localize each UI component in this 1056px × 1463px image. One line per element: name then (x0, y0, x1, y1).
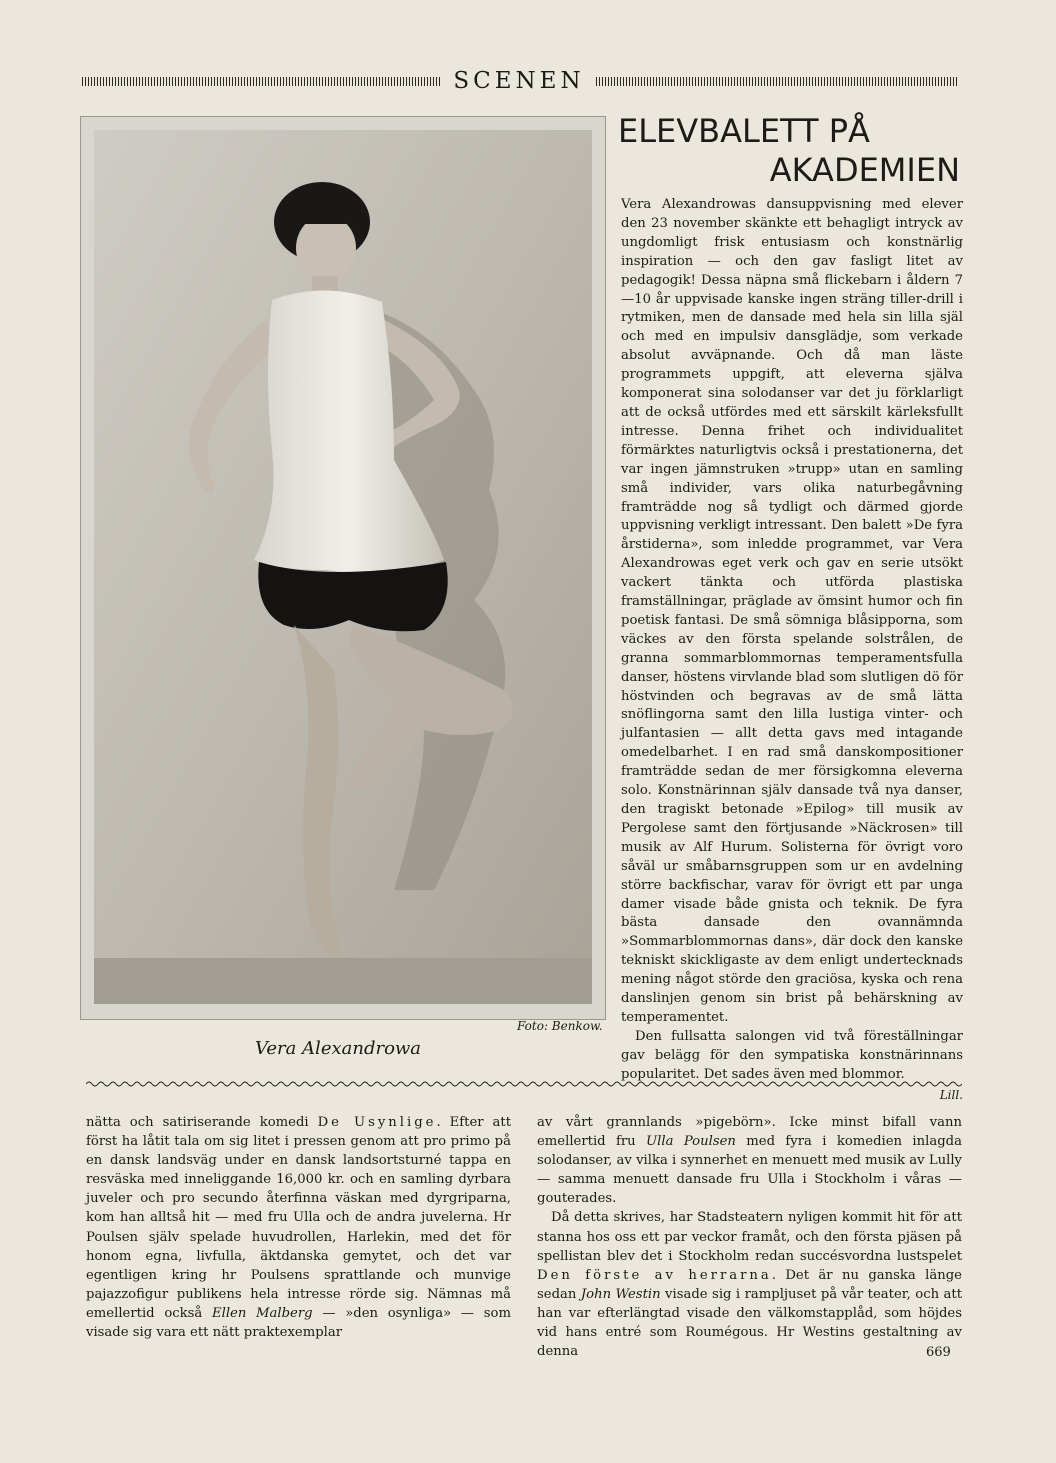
article-body (621, 196, 963, 1105)
lower-left-column (86, 1113, 511, 1342)
lower-right-paragraph-1 (537, 1113, 962, 1208)
left-text-pre: nätta och satiriserande komedi (86, 1115, 309, 1130)
left-text-end: — »den osynliga» — som visade sig vara ett nätt praktexemplar (86, 1305, 511, 1341)
page-number: 669 (926, 1345, 951, 1360)
right-p1-text-b: med fyra i komedien inlagda solodanser, av vilka i synnerhet en menuett med musik av Lully — samma menuett dansade fru Ulla i Stockholm i våras — gouterades. (537, 1134, 962, 1207)
name-john-westin: John Westin (580, 1286, 661, 1302)
right-p1-text-a: av vårt grannlands »pigebörn». Icke minst bifall vann emellertid fru (537, 1115, 962, 1150)
title-line-2: AKADEMIEN (769, 151, 960, 189)
header-rule-right (596, 77, 958, 86)
header-rule-left (82, 77, 442, 86)
article-signature: Lill. (939, 1087, 963, 1102)
name-ulla-poulsen: Ulla Poulsen (646, 1134, 736, 1150)
lower-right-column (537, 1113, 962, 1361)
right-p2-text-b: . Det är nu ganska länge sedan (537, 1267, 962, 1302)
section-header: SCENEN (453, 68, 585, 94)
play-title-de-usynlige: De Usynlige (317, 1115, 437, 1130)
wave-divider (86, 1078, 962, 1090)
title-line-1: ELEVBALETT PÅ (618, 112, 870, 150)
lower-right-paragraph-2 (537, 1208, 962, 1361)
article-paragraph-1: Vera Alexandrowas dansuppvisning med elever den 23 november skänkte ett behagligt intryck av ungdomligt frisk entusiasm och konstnärlig inspiration — och den gav fasligt litet av pedagogik! Dessa näpna små flickebarn i åldern 7—10 år uppvisade kanske ingen sträng tiller-drill i rytmiken, men de dansade med hela sin lilla själ och med en impulsiv dansglädje, som verkade absolut avväpnande. Och då man läste programmets uppgift, att eleverna själva komponerat sina solodanser var det ju förklarligt att de också utfördes med ett särskilt kärleksfullt intresse. Denna frihet och individualitet förmärktes naturligtvis också i prestationerna, det var ingen jämnstruken »trupp» utan en samling små individer, vars olika naturbegåvning framträdde nog så tydligt och därmed gjorde uppvisning verkligt intressant. Den balett »De fyra årstiderna», som inledde programmet, var Vera Alexandrowas eget verk och gav en serie utsökt vackert tänkta och utförda plastiska framställningar, präglade av ömsint humor och fin poetisk fantasi. De små sömniga blåsipporna, som väckes av den första spelande solstrålen, de granna sommarblommornas temperamentsfulla danser, höstens virvlande blad som slutligen dö för höstvinden och begravas av de små lätta snöflingorna samt den lilla lustiga vinter- och julfantasien — allt detta gavs med intagande omedelbarhet. I en rad små danskompositioner framträdde sedan de mer försigkomna eleverna solo. Konstnärinnan själv dansade två nya danser, den tragiskt betonade »Epilog» till musik av Pergolese samt den förtjusande »Näckrosen» till musik av Alf Hurum. Solisterna för övrigt voro såväl ur småbarnsgruppen som ur en avdelning större backfischar, varav för övrigt ett par unga damer visade både gnista och teknik. De fyra bästa dansade den ovannämnda »Sommarblommornas dans», där dock den kanske tekniskt skickligaste av dem enligt undertecknads mening något störde den graciösa, kyska och rena danslinjen genom sin brist på behärskning av temperamentet. (621, 197, 963, 1025)
article-title (618, 112, 960, 190)
dancer-illustration (94, 130, 592, 1004)
photo-frame (80, 116, 606, 1020)
dancer-photo (94, 130, 592, 1004)
article-paragraph-2: Den fullsatta salongen vid två föreställningar gav belägg för den sympatiska konstnärinnans popularitet. Det sades även med blommor. (621, 1028, 963, 1082)
photo-caption: Vera Alexandrowa (255, 1038, 422, 1059)
photo-credit: Foto: Benkow. (517, 1019, 603, 1033)
left-text-rest: . Efter att först ha låtit tala om sig litet i pressen genom att pro primo på en dansk landsväg under en dansk landsortsturné tappa en resväska med inneliggande 16,000 kr. och en samling dyrbara juveler och pro secundo återfinna väskan med dyrgriparna, kom han alltså hit — med fru Ulla och de andra juvelerna. Hr Poulsen själv spelade huvudrollen, Harlekin, med det för honom egna, livfulla, äktdanska gemytet, och det var egentligen kring hr Poulsens sprattlande och munvige pajazzofigur publikens hela intresse rörde sig. Nämnas må emellertid också (86, 1115, 512, 1321)
right-p2-text-a: Då detta skrives, har Stadsteatern nyligen kommit hit för att stanna hos oss ett par veckor framåt, och den första pjäsen på spellistan blev det i Stockholm redan succésvordna lustspelet (537, 1210, 962, 1264)
play-title-den-forste: Den förste av herrarna (537, 1267, 772, 1283)
name-ellen-malberg: Ellen Malberg (211, 1305, 313, 1321)
right-p2-text-c: visade sig i rampljuset på vår teater, och att han var efterlängtad visade den välkomstapplåd, som höjdes vid hans entré som Roumégous. Hr Westins gestaltning av denna (537, 1286, 962, 1360)
lower-left-paragraph (86, 1113, 511, 1342)
